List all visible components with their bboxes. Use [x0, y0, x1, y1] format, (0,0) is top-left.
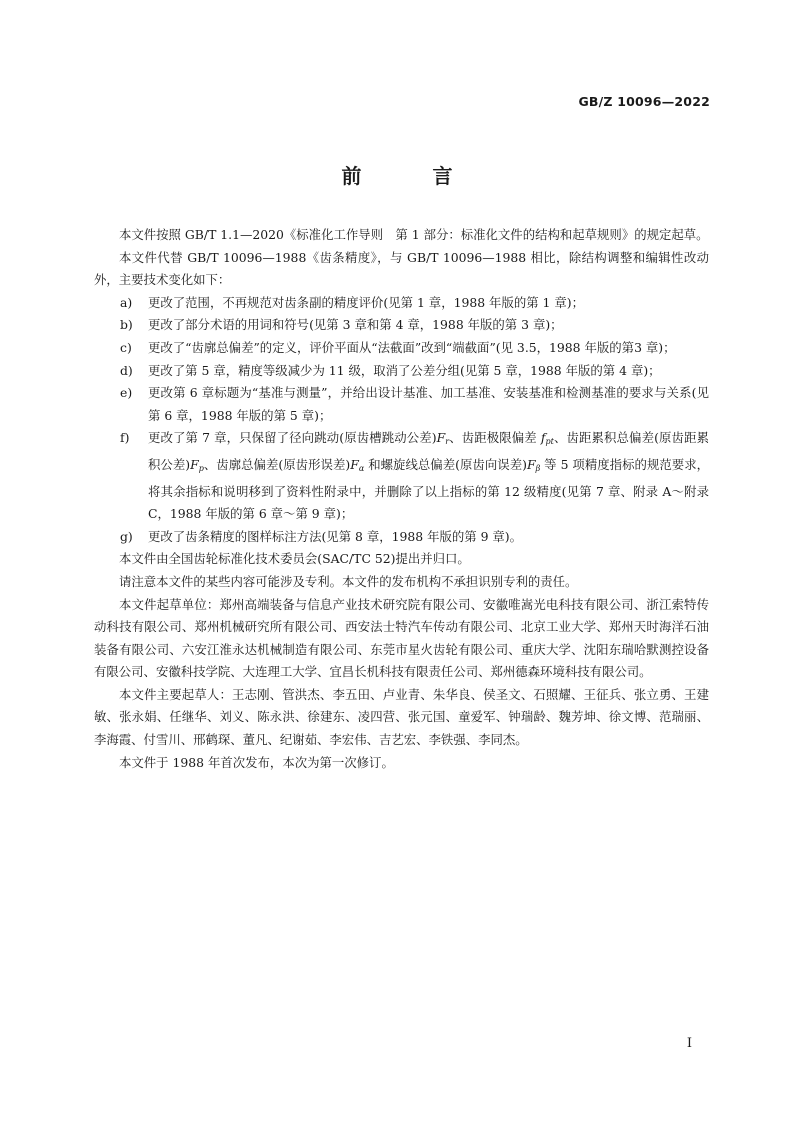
symbol-subscript: r — [445, 437, 450, 447]
page-number: I — [686, 1036, 692, 1051]
item-text: 更改了部分术语的用词和符号(见第 3 章和第 4 章，1988 年版的第 3 章)； — [148, 317, 563, 333]
paragraph-drafting-rules: 本文件按照 GB/T 1.1—2020《标准化工作导则 第 1 部分：标准化文件的结构和起草规则》的规定起草。 — [119, 227, 709, 242]
foreword-body — [94, 224, 709, 774]
item-text: 更改了第 7 章，只保留了径向跳动(原齿槽跳动公差) — [148, 430, 437, 446]
paragraph-drafting-units: 本文件起草单位：郑州高端装备与信息产业技术研究院有限公司、安徽唯嵩光电科技有限公司、浙江索特传动科技有限公司、郑州机械研究所有限公司、西安法士特汽车传动有限公司、北京工业大学、郑州天时海洋石油装备有限公司、六安江淮永达机械制造有限公司、东莞市星火齿轮有限公司、重庆大学、沈阳东瑞哈默测控设备有限公司、安徽科技学院、大连理工大学、宜昌长机科技有限责任公司、郑州德森环境科技有限公司。 — [94, 596, 709, 680]
item-label: e) — [120, 385, 133, 401]
change-item-e — [94, 382, 709, 427]
item-label: b) — [120, 317, 133, 333]
item-label: c) — [120, 339, 132, 355]
change-item-d — [94, 360, 709, 383]
change-item-c — [94, 337, 709, 360]
symbol-cumulative-pitch: F — [190, 456, 199, 472]
item-text: 、齿廓总偏差(原齿形误差) — [203, 456, 351, 472]
item-text: 等 5 项精度指标的规范要求，将其余指标和说明移到了资料性附录中，并删除了以上指标的第 12 级精度(见第 7 章、附录 A～附录 C，1988 年版的第 6 章～第 9 章)； — [148, 456, 710, 522]
item-text: 更改了第 5 章，精度等级减少为 11 级，取消了公差分组(见第 5 章，1988 年版的第 4 章)； — [148, 362, 661, 378]
item-label: g) — [120, 528, 133, 544]
symbol-profile-deviation: F — [350, 456, 359, 472]
item-text: 和螺旋线总偏差(原齿向误差) — [364, 456, 527, 472]
paragraph-drafters: 本文件主要起草人：王志刚、管洪杰、李五田、卢业青、朱华良、侯圣文、石照耀、王征兵、张立勇、王建敏、张永娟、任继华、刘义、陈永洪、徐建东、凌四营、张元国、童爱军、钟瑞龄、魏芳坤、徐文博、范瑞丽、李海霞、付雪川、邢鹤琛、董凡、纪谢茹、李宏伟、吉艺宏、李铁强、李同杰。 — [94, 686, 709, 748]
item-label: d) — [120, 362, 133, 378]
paragraph-committee: 本文件由全国齿轮标准化技术委员会(SAC/TC 52)提出并归口。 — [119, 551, 470, 567]
change-item-g — [94, 526, 709, 549]
item-text: 更改了范围，不再规范对齿条副的精度评价(见第 1 章，1988 年版的第 1 章)； — [148, 294, 584, 310]
change-item-b — [94, 314, 709, 337]
change-item-f — [94, 427, 709, 525]
symbol-subscript: p — [198, 463, 204, 473]
symbol-pitch-deviation: f — [540, 430, 546, 446]
item-text: 更改第 6 章标题为“基准与测量”，并给出设计基准、加工基准、安装基准和检测基准的要求与关系(见第 6 章，1988 年版的第 5 章)； — [148, 385, 709, 423]
change-item-a — [94, 292, 709, 315]
standard-code: GB/Z 10096—2022 — [578, 94, 710, 109]
symbol-subscript: pt — [545, 437, 554, 447]
item-text: 、齿距极限偏差 — [449, 430, 541, 446]
symbol-subscript: α — [358, 463, 365, 473]
item-text: 更改了齿条精度的图样标注方法(见第 8 章，1988 年版的第 9 章)。 — [148, 528, 523, 544]
item-label: f) — [120, 430, 130, 446]
item-text: 、齿距累积总偏差(原齿距累积公差) — [148, 430, 709, 472]
page-title: 前 言 — [341, 164, 485, 188]
item-label: a) — [120, 294, 133, 310]
paragraph-replacement: 本文件代替 GB/T 10096—1988《齿条精度》，与 GB/T 10096—1988 相比，除结构调整和编辑性改动外，主要技术变化如下： — [94, 249, 709, 288]
symbol-radial-runout: F — [436, 430, 446, 446]
symbol-subscript: β — [535, 463, 541, 473]
paragraph-history: 本文件于 1988 年首次发布，本次为第一次修订。 — [119, 754, 394, 770]
paragraph-patent-notice: 请注意本文件的某些内容可能涉及专利。本文件的发布机构不承担识别专利的责任。 — [119, 573, 578, 589]
item-text: 更改了“齿廓总偏差”的定义，评价平面从“法截面”改到“端截面”(见 3.5，1988 年版的第3 章)； — [148, 339, 676, 355]
symbol-helix-deviation: F — [526, 456, 536, 472]
